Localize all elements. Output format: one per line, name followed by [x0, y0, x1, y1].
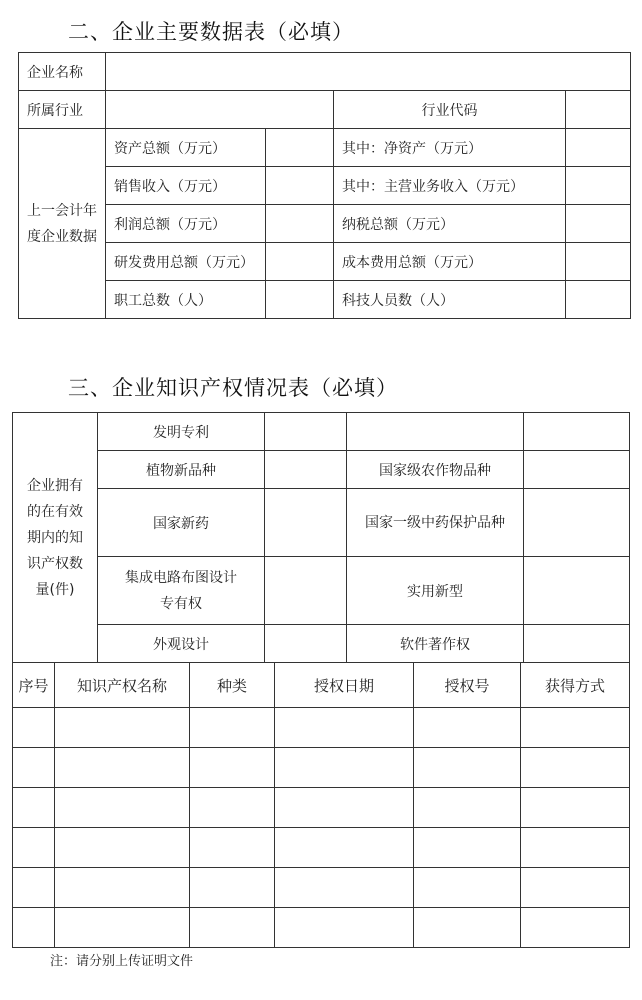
section2-title: 二、企业主要数据表（必填）: [68, 20, 354, 44]
cell[interactable]: [55, 908, 190, 948]
ip-type-label: 植物新品种: [98, 451, 265, 489]
ip-count-field[interactable]: [524, 557, 630, 625]
row-label: 销售收入（万元）: [106, 167, 266, 205]
table-row: [13, 788, 630, 828]
ip-count-field[interactable]: [524, 489, 630, 557]
row-label: 资产总额（万元）: [106, 129, 266, 167]
ip-count-label: 企业拥有的在有效期内的知识产权数量(件): [13, 413, 98, 663]
table-row: [13, 748, 630, 788]
cell[interactable]: [190, 828, 275, 868]
cell[interactable]: [414, 788, 521, 828]
cell[interactable]: [414, 908, 521, 948]
period-label: 上一会计年度企业数据: [19, 129, 106, 319]
cell[interactable]: [55, 788, 190, 828]
row-label: 研发费用总额（万元）: [106, 243, 266, 281]
value-field[interactable]: [566, 205, 631, 243]
cell[interactable]: [521, 788, 630, 828]
industry-code-label: 行业代码: [334, 91, 566, 129]
cell[interactable]: [190, 788, 275, 828]
industry-code-field[interactable]: [566, 91, 631, 129]
col-header-method: 获得方式: [521, 663, 630, 708]
enterprise-data-table: [18, 52, 631, 319]
row-label: 其中：净资产（万元）: [334, 129, 566, 167]
value-field[interactable]: [566, 281, 631, 319]
cell[interactable]: [13, 708, 55, 748]
cell[interactable]: [55, 748, 190, 788]
table-row: [13, 708, 630, 748]
industry-label: 所属行业: [19, 91, 106, 129]
cell[interactable]: [13, 788, 55, 828]
cell[interactable]: [414, 708, 521, 748]
cell[interactable]: [190, 748, 275, 788]
ip-list-table: [12, 662, 630, 948]
ip-count-field[interactable]: [265, 413, 347, 451]
value-field[interactable]: [266, 281, 334, 319]
cell[interactable]: [275, 828, 414, 868]
company-name-field[interactable]: [106, 53, 631, 91]
cell[interactable]: [190, 908, 275, 948]
ip-type-label: 国家级农作物品种: [347, 451, 524, 489]
ip-count-field[interactable]: [524, 625, 630, 663]
value-field[interactable]: [566, 167, 631, 205]
col-header-index: 序号: [13, 663, 55, 708]
cell[interactable]: [275, 908, 414, 948]
ip-count-field[interactable]: [265, 625, 347, 663]
col-header-date: 授权日期: [275, 663, 414, 708]
cell[interactable]: [275, 708, 414, 748]
ip-count-table: [12, 412, 630, 663]
table-row: [13, 828, 630, 868]
value-field[interactable]: [266, 205, 334, 243]
col-header-type: 种类: [190, 663, 275, 708]
ip-count-field[interactable]: [524, 451, 630, 489]
row-label: 纳税总额（万元）: [334, 205, 566, 243]
ip-type-label: 实用新型: [347, 557, 524, 625]
cell[interactable]: [521, 748, 630, 788]
value-field[interactable]: [266, 129, 334, 167]
cell[interactable]: [13, 868, 55, 908]
row-label: 职工总数（人）: [106, 281, 266, 319]
cell[interactable]: [13, 748, 55, 788]
cell[interactable]: [190, 868, 275, 908]
cell[interactable]: [521, 908, 630, 948]
ip-count-field[interactable]: [524, 413, 630, 451]
cell[interactable]: [275, 748, 414, 788]
value-field[interactable]: [566, 243, 631, 281]
cell[interactable]: [414, 868, 521, 908]
table-row: [13, 908, 630, 948]
cell[interactable]: [55, 708, 190, 748]
cell[interactable]: [414, 748, 521, 788]
value-field[interactable]: [266, 243, 334, 281]
industry-field[interactable]: [106, 91, 334, 129]
cell[interactable]: [521, 868, 630, 908]
ip-type-label: 软件著作权: [347, 625, 524, 663]
company-name-label: 企业名称: [19, 53, 106, 91]
value-field[interactable]: [266, 167, 334, 205]
ip-count-field[interactable]: [265, 451, 347, 489]
row-label: 科技人员数（人）: [334, 281, 566, 319]
ip-type-label: 发明专利: [98, 413, 265, 451]
cell[interactable]: [521, 828, 630, 868]
col-header-number: 授权号: [414, 663, 521, 708]
cell[interactable]: [13, 828, 55, 868]
col-header-name: 知识产权名称: [55, 663, 190, 708]
footnote: 注：请分别上传证明文件: [50, 954, 194, 969]
ip-type-label: 国家一级中药保护品种: [347, 489, 524, 557]
ip-count-field[interactable]: [265, 557, 347, 625]
cell[interactable]: [521, 708, 630, 748]
row-label: 利润总额（万元）: [106, 205, 266, 243]
section3-title: 三、企业知识产权情况表（必填）: [68, 376, 398, 400]
value-field[interactable]: [566, 129, 631, 167]
cell[interactable]: [13, 908, 55, 948]
cell[interactable]: [275, 868, 414, 908]
cell[interactable]: [190, 708, 275, 748]
cell[interactable]: [55, 828, 190, 868]
ip-type-label: [347, 413, 524, 451]
row-label: 成本费用总额（万元）: [334, 243, 566, 281]
cell[interactable]: [414, 828, 521, 868]
ip-type-label: 集成电路布图设计专有权: [98, 557, 265, 625]
ip-count-field[interactable]: [265, 489, 347, 557]
ip-type-label: 外观设计: [98, 625, 265, 663]
row-label: 其中：主营业务收入（万元）: [334, 167, 566, 205]
cell[interactable]: [55, 868, 190, 908]
cell[interactable]: [275, 788, 414, 828]
table-row: [13, 868, 630, 908]
ip-type-label: 国家新药: [98, 489, 265, 557]
